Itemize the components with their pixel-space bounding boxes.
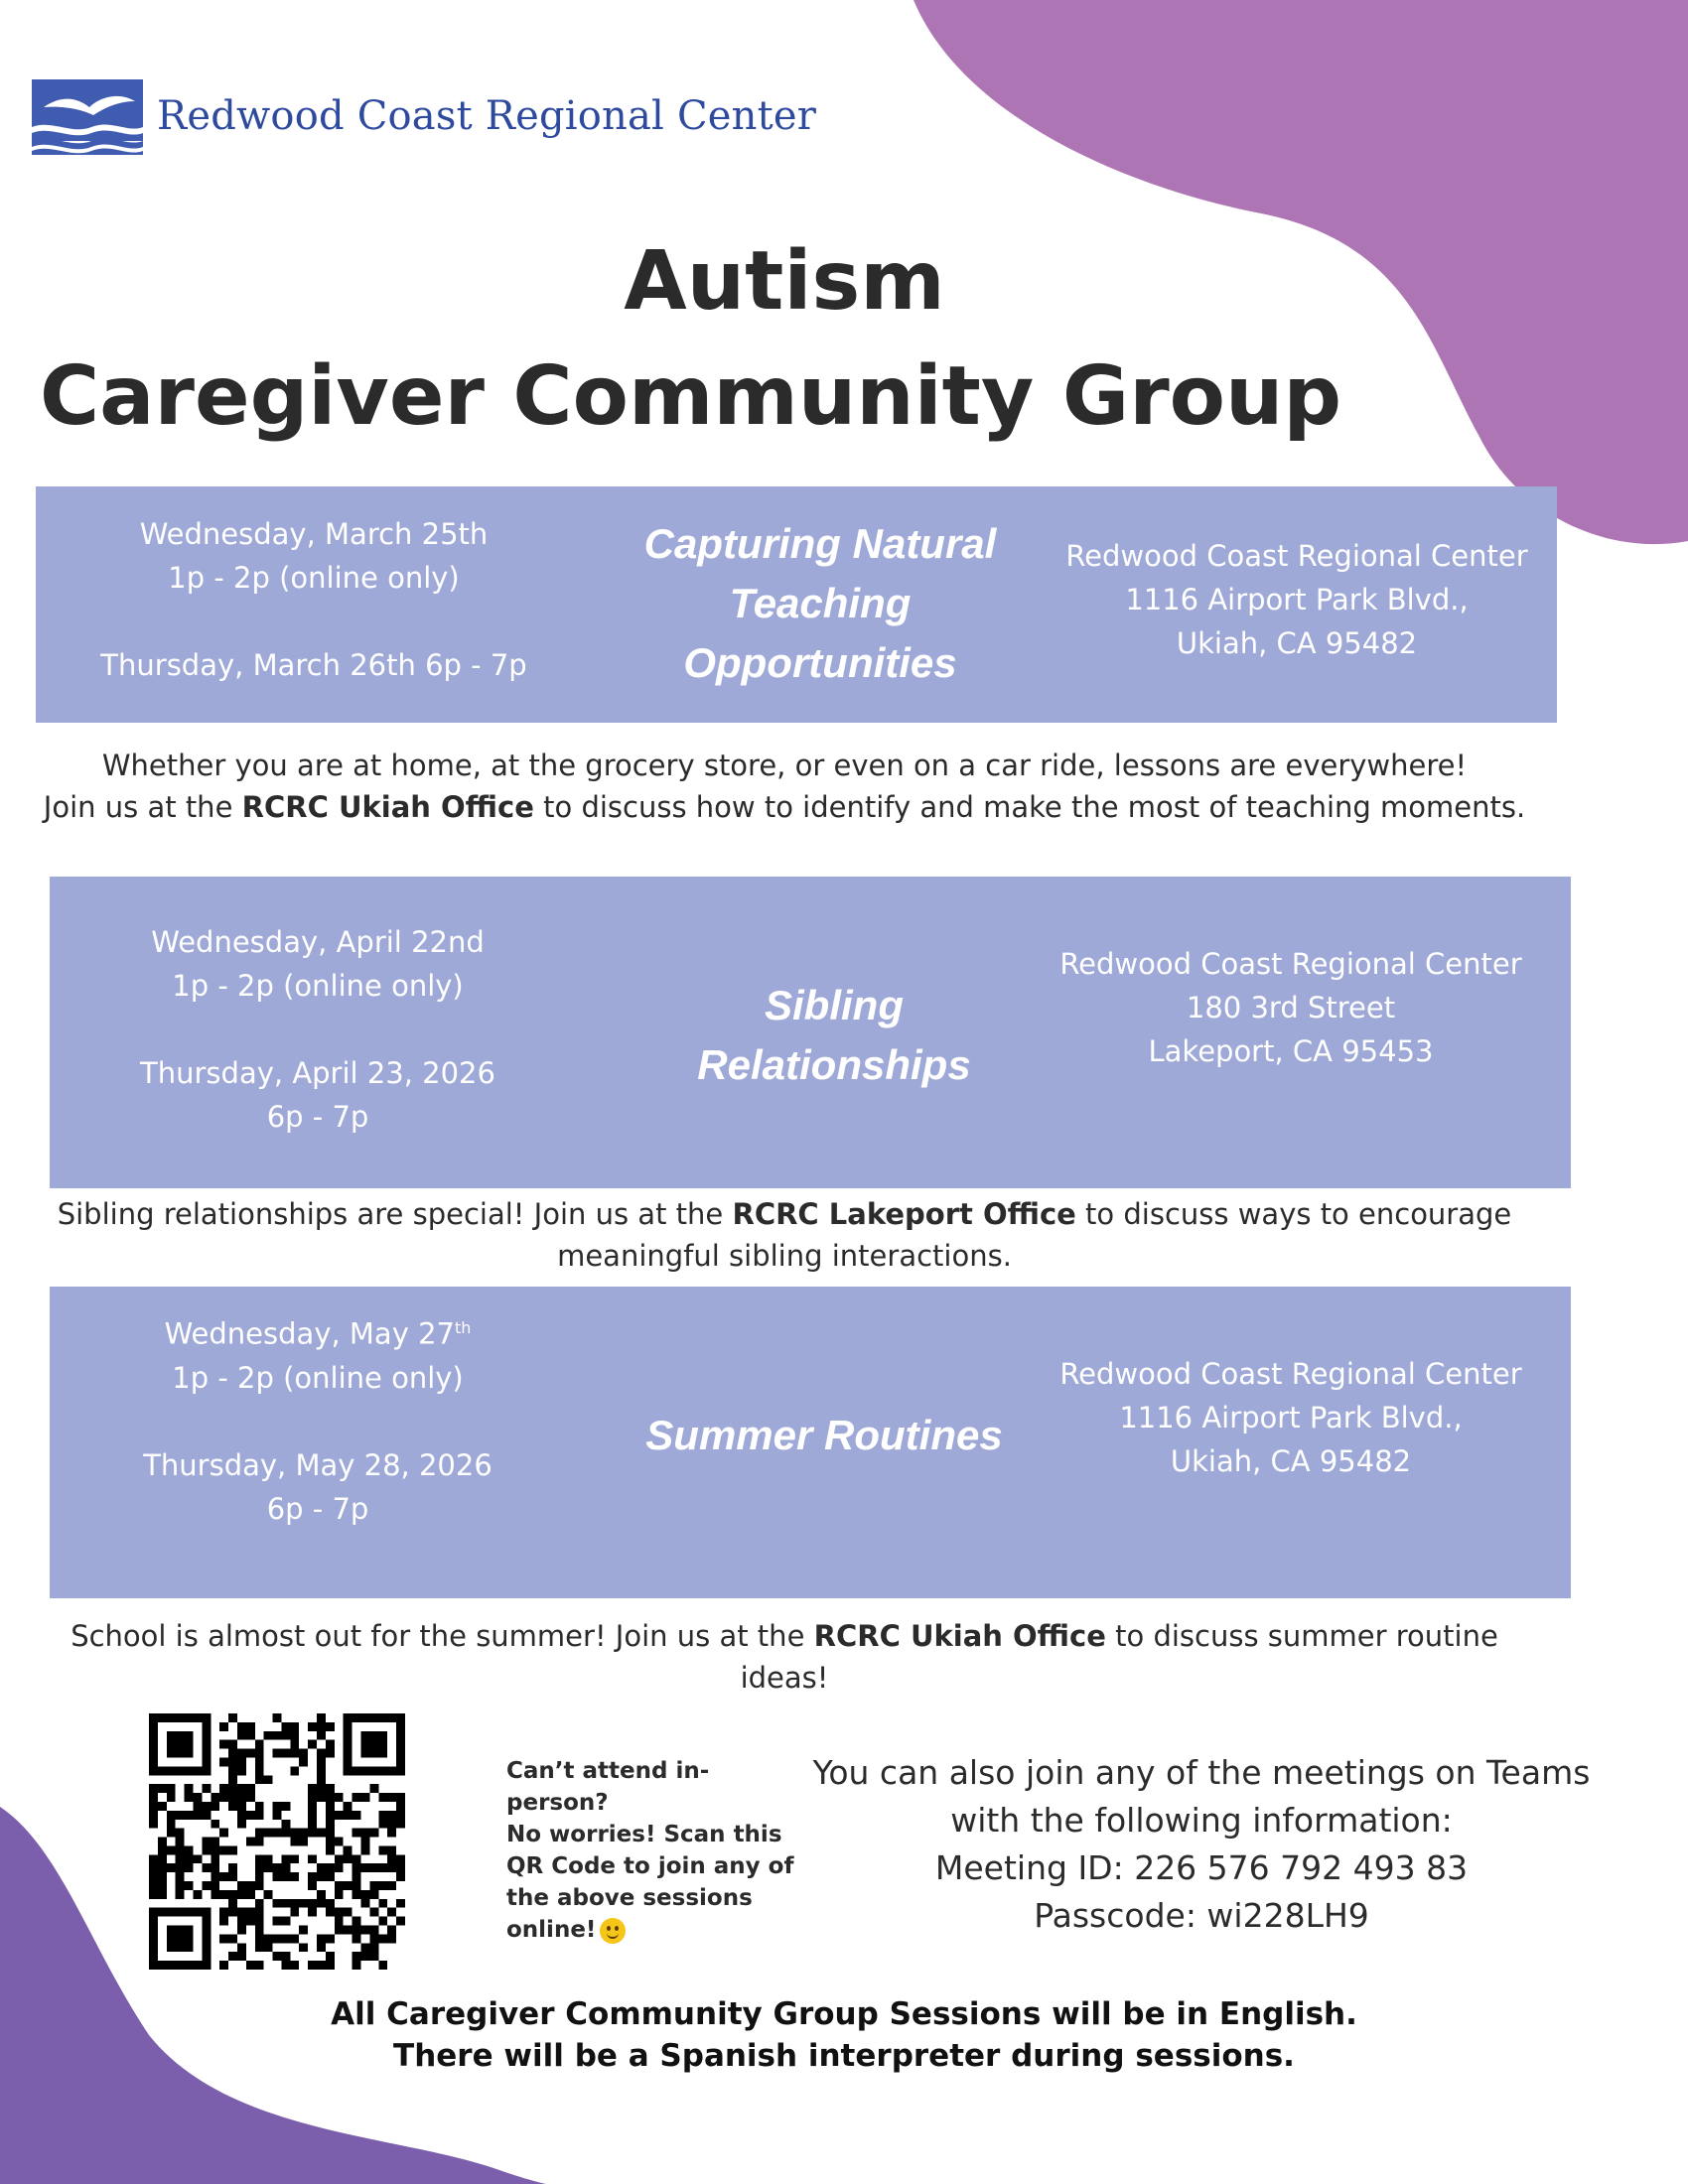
- session-band-2: [50, 877, 1571, 1188]
- session-time-2: 6p - 7p: [266, 1491, 369, 1526]
- description-line: Whether you are at home, at the grocery store, or even on a car ride, lessons are everywhere!: [101, 749, 1468, 782]
- session-topic: [606, 976, 1062, 1095]
- organization-name: Redwood Coast Regional Center: [157, 93, 817, 139]
- meeting-passcode: Passcode: wi228LH9: [1034, 1896, 1369, 1935]
- location-name: Redwood Coast Regional Center: [1059, 947, 1522, 981]
- teams-line: with the following information:: [950, 1801, 1453, 1840]
- location-name: Redwood Coast Regional Center: [1059, 1357, 1522, 1391]
- online-option-note: [506, 1755, 794, 1946]
- topic-line: Summer Routines: [645, 1412, 1003, 1458]
- session-topic: [576, 1406, 1072, 1465]
- description-line: meaningful sibling interactions.: [557, 1239, 1012, 1273]
- session-dates: [60, 920, 576, 1139]
- session-dates: [46, 512, 582, 687]
- topic-line: Opportunities: [683, 639, 957, 686]
- language-note: [0, 1993, 1688, 2077]
- topic-line: Sibling: [765, 982, 904, 1028]
- smiley-icon: [600, 1918, 626, 1944]
- teams-line: You can also join any of the meetings on Teams: [812, 1753, 1591, 1792]
- location-street: 1116 Airport Park Blvd.,: [1125, 583, 1469, 616]
- session-time-1: 1p - 2p (online only): [168, 561, 460, 595]
- topic-line: Relationships: [697, 1041, 971, 1088]
- location-street: 1116 Airport Park Blvd.,: [1119, 1401, 1463, 1434]
- session-description-1: [30, 745, 1539, 828]
- qr-code-icon[interactable]: [149, 1713, 405, 1970]
- session-location: [1043, 942, 1539, 1073]
- seagull-waves-logo-icon: [28, 77, 149, 155]
- session-description-3: [30, 1615, 1539, 1699]
- organization-logo: [28, 77, 816, 155]
- teams-info: [794, 1749, 1609, 1940]
- topic-line: Teaching: [729, 580, 912, 626]
- footer-line: There will be a Spanish interpreter during sessions.: [393, 2038, 1295, 2074]
- session-date-2: Thursday, March 26th 6p - 7p: [100, 648, 527, 682]
- scan-qr-text: No worries! Scan this QR Code to join any of the above sessions online!: [506, 1822, 794, 1943]
- session-time-1: 1p - 2p (online only): [172, 1360, 464, 1395]
- page-title-line2: Caregiver Community Group: [40, 349, 1342, 444]
- session-location: [1049, 534, 1545, 665]
- page-title-line1: Autism: [624, 234, 945, 329]
- session-date-2: Thursday, May 28, 2026: [143, 1447, 492, 1482]
- location-city: Ukiah, CA 95482: [1170, 1444, 1412, 1478]
- session-time-1: 1p - 2p (online only): [172, 969, 464, 1003]
- description-line: Join us at the RCRC Ukiah Office to discuss how to identify and make the most of teaching moments.: [43, 790, 1526, 824]
- description-line: School is almost out for the summer! Join us at the RCRC Ukiah Office to discuss summer routine: [70, 1619, 1498, 1653]
- session-date-1: Wednesday, May 27th: [164, 1316, 472, 1351]
- session-dates: [60, 1306, 576, 1531]
- topic-line: Capturing Natural: [643, 520, 997, 567]
- session-time-2: 6p - 7p: [266, 1100, 369, 1134]
- session-date-1: Wednesday, April 22nd: [151, 925, 485, 959]
- session-location: [1043, 1352, 1539, 1483]
- meeting-id: Meeting ID: 226 576 792 493 83: [934, 1848, 1469, 1887]
- footer-line: All Caregiver Community Group Sessions will be in English.: [331, 1996, 1357, 2032]
- session-date-1: Wednesday, March 25th: [139, 517, 489, 551]
- description-line: ideas!: [740, 1661, 829, 1695]
- cant-attend-text: Can’t attend in-person?: [506, 1758, 710, 1816]
- session-description-2: [30, 1193, 1539, 1277]
- location-city: Lakeport, CA 95453: [1148, 1034, 1434, 1068]
- session-topic: [592, 514, 1049, 693]
- session-date-2: Thursday, April 23, 2026: [140, 1056, 495, 1090]
- location-street: 180 3rd Street: [1186, 991, 1396, 1024]
- location-name: Redwood Coast Regional Center: [1065, 539, 1528, 573]
- location-city: Ukiah, CA 95482: [1176, 626, 1418, 660]
- description-line: Sibling relationships are special! Join us at the RCRC Lakeport Office to discuss ways to encourage: [57, 1197, 1512, 1231]
- session-band-3: [50, 1287, 1571, 1598]
- session-band-1: [36, 486, 1557, 723]
